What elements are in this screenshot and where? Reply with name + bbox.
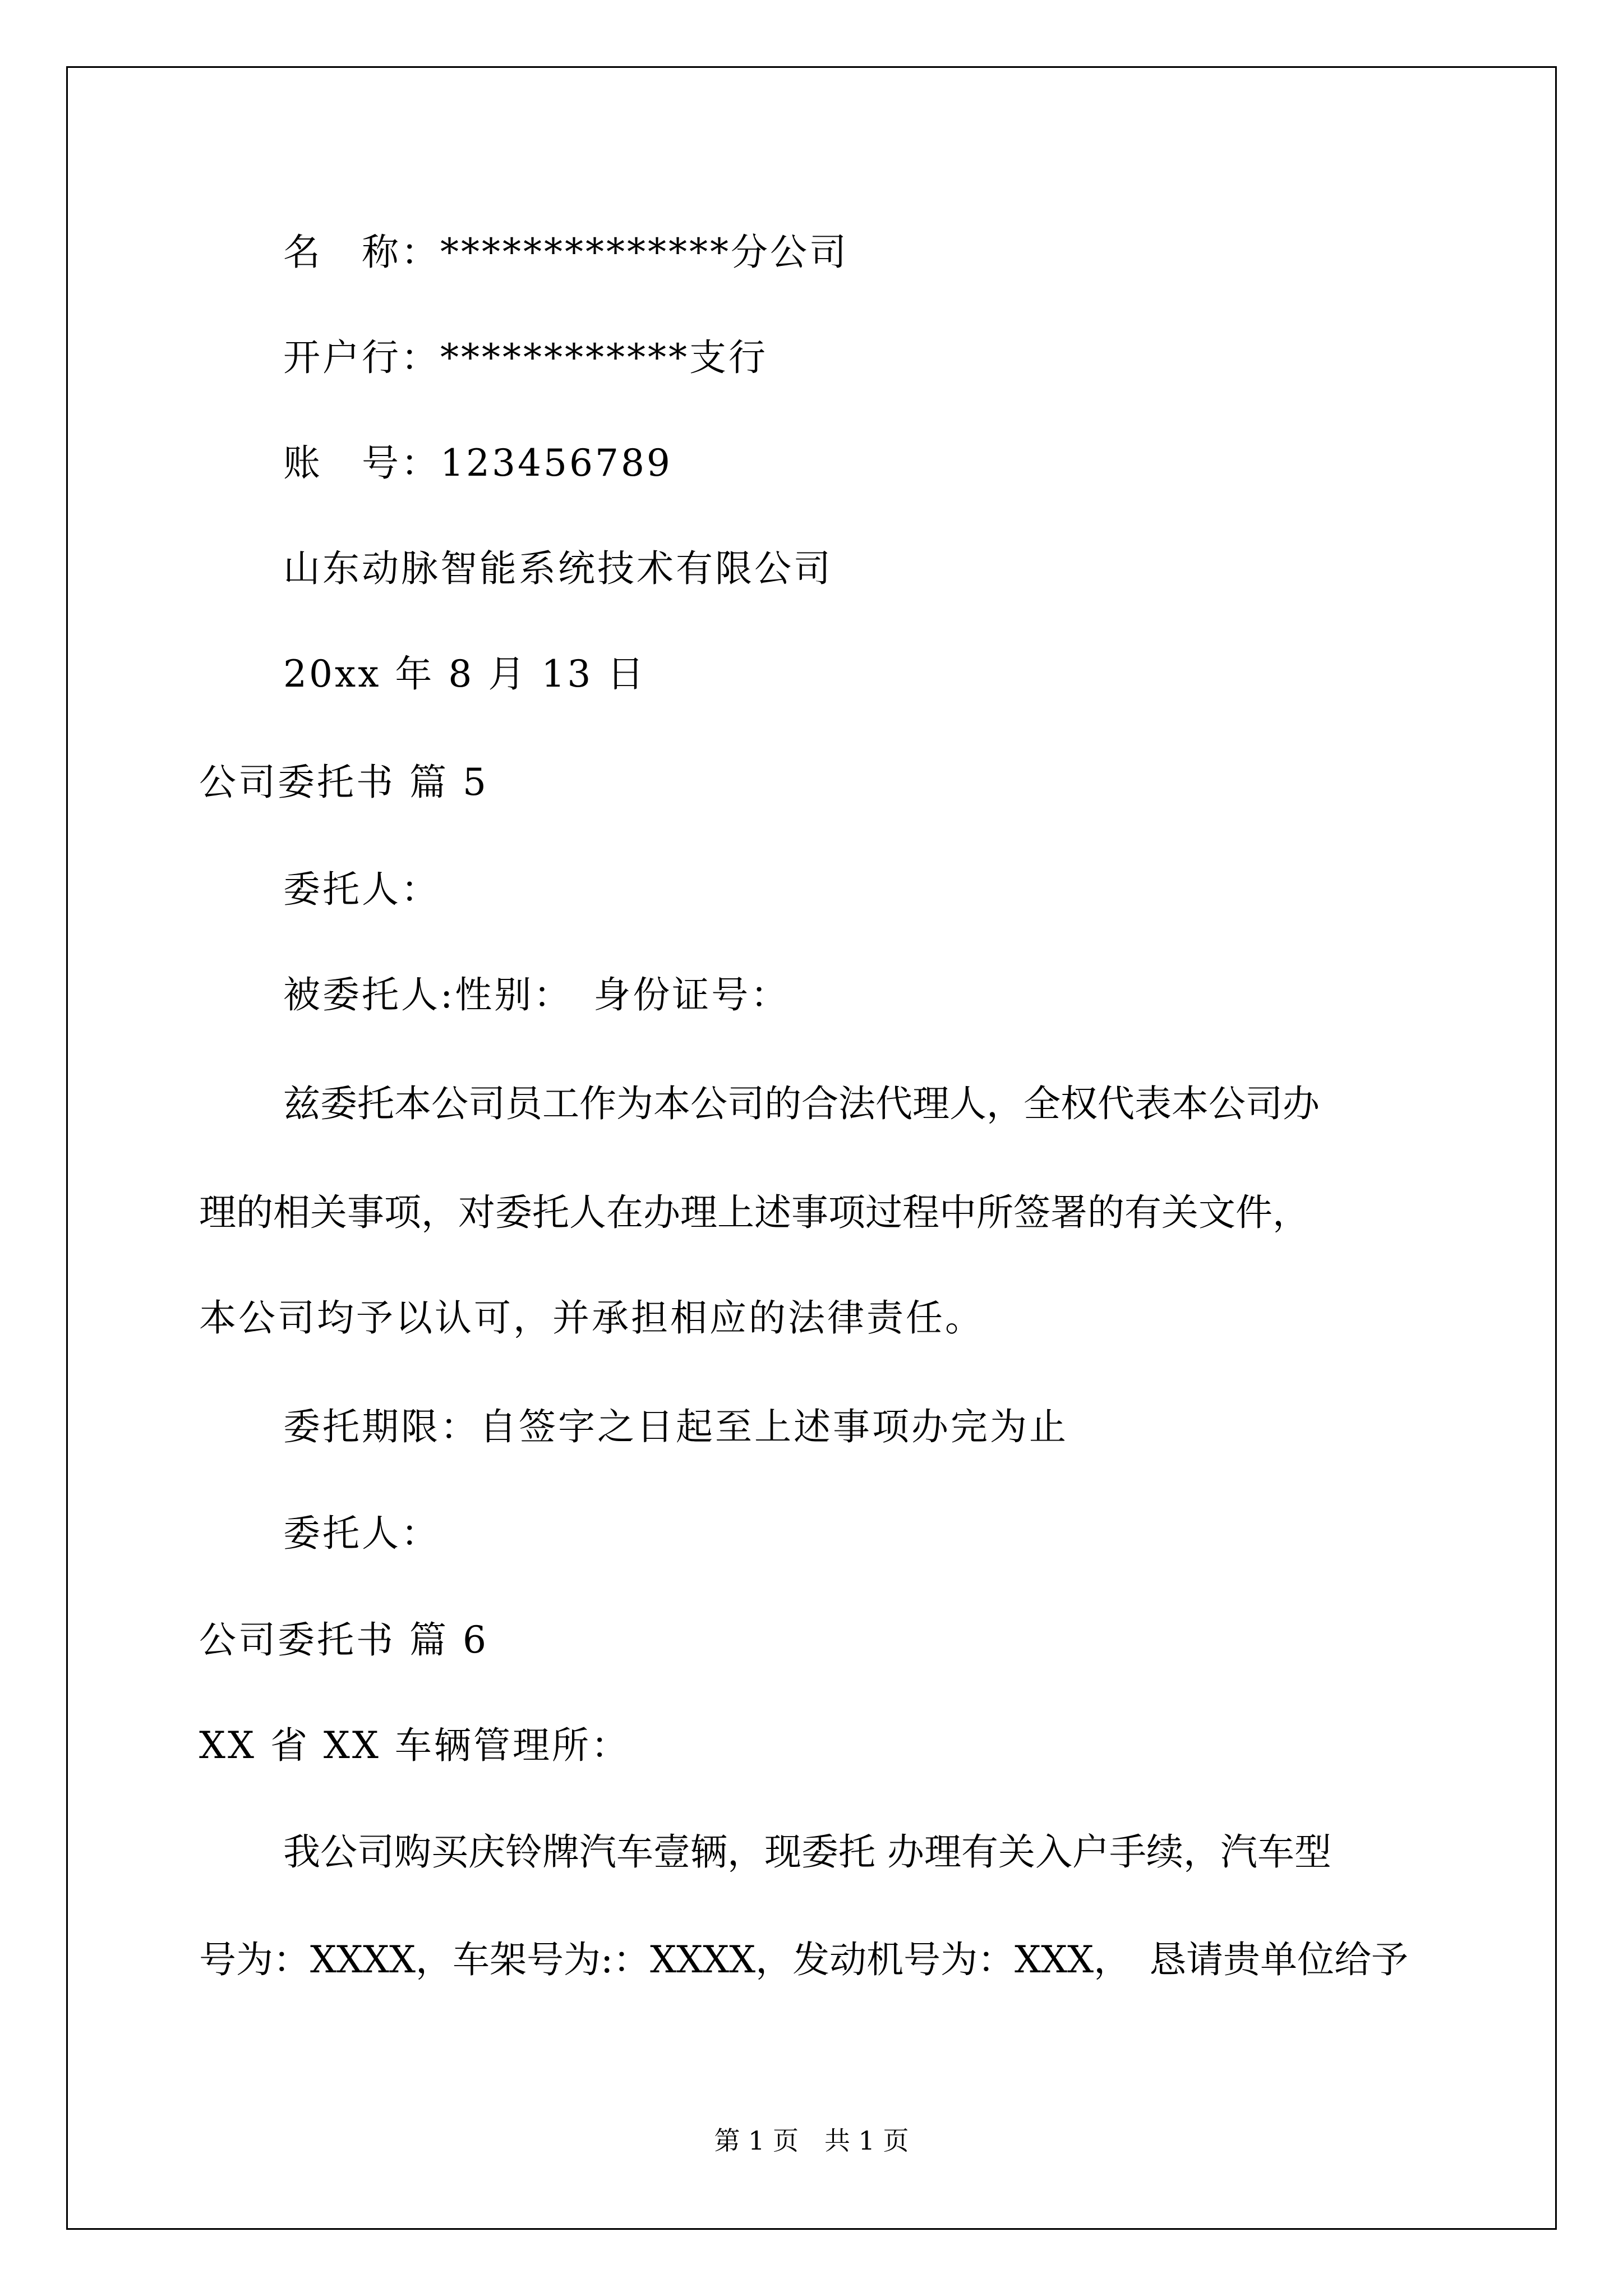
authorization-period-line: 委托期限：自签字之日起至上述事项办完为止 [283,1405,1068,1448]
page-number-footer: 第 1 页 共 1 页 [714,2125,909,2156]
principal-signature-line: 委托人： [283,1512,440,1555]
authorization-paragraph-line-2: 理的相关事项，对委托人在办理上述事项过程中所签署的有关文件， [199,1191,1310,1234]
account-number-line: 账 号：123456789 [283,441,672,485]
vehicle-paragraph-line-1: 我公司购买庆铃牌汽车壹辆，现委托 办理有关入户手续，汽车型 [283,1830,1331,1874]
vehicle-paragraph-line-2: 号为：XXXX，车架号为:：XXXX，发动机号为：XXX， 恳请贵单位给予 [199,1938,1409,1981]
section-heading-5: 公司委托书 篇 5 [199,761,488,804]
authorization-paragraph-line-3: 本公司均予以认可，并承担相应的法律责任。 [199,1296,984,1340]
date-line: 20xx 年 8 月 13 日 [283,652,647,696]
page-border [66,66,1557,2230]
bank-line: 开户行：************支行 [283,336,768,379]
section-heading-6: 公司委托书 篇 6 [199,1618,488,1662]
account-name-line: 名 称：**************分公司 [283,231,849,274]
addressee-line: XX 省 XX 车辆管理所： [199,1724,630,1767]
principal-line: 委托人： [283,868,440,911]
company-signature-line: 山东动脉智能系统技术有限公司 [283,547,833,590]
agent-info-line: 被委托人:性别： 身份证号： [283,973,790,1016]
authorization-paragraph-line-1: 兹委托本公司员工作为本公司的合法代理人，全权代表本公司办 [283,1082,1320,1125]
